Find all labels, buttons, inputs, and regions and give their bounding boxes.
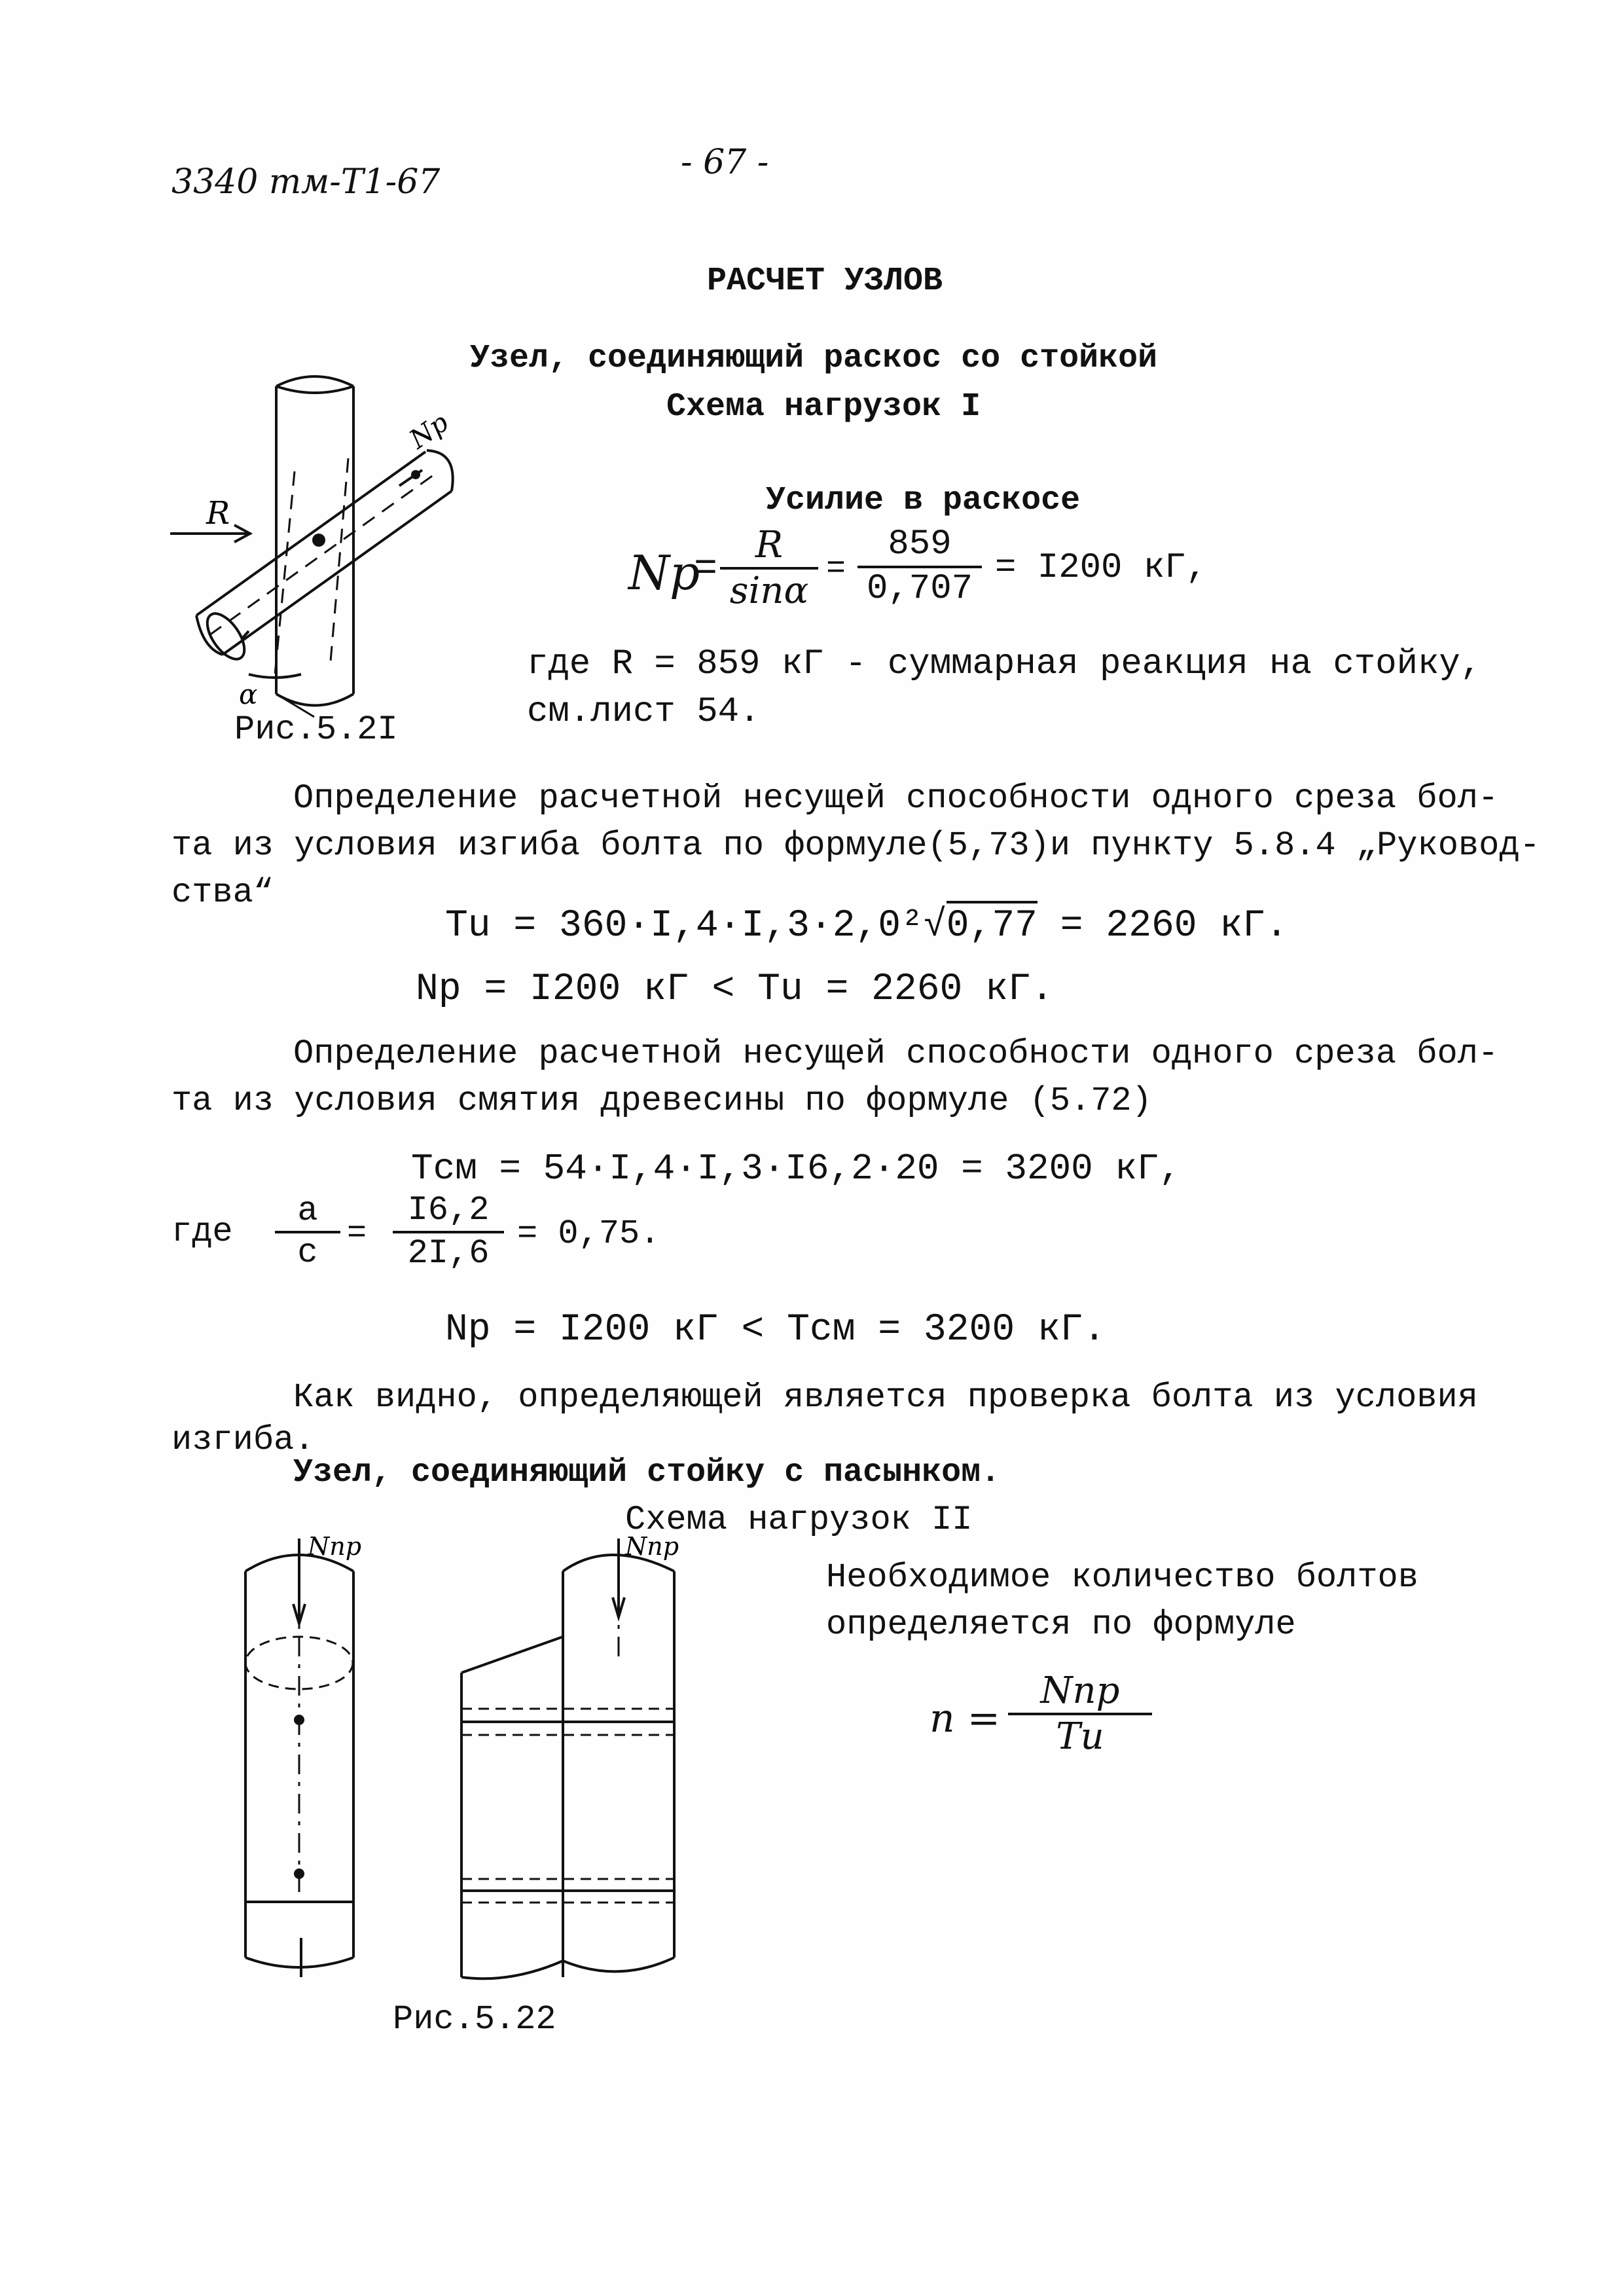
equation-check-crushing: Np = I200 кГ < Тсм = 3200 кГ. (445, 1309, 1106, 1351)
denominator-c: c (297, 1233, 318, 1272)
section2-scheme: Схема нагрузок II (625, 1501, 973, 1539)
numerator-162: I6,2 (393, 1190, 504, 1233)
numerator-a: a (275, 1192, 340, 1233)
section2-text-line-1: Необходимое количество болтов (826, 1558, 1418, 1597)
force-r-label: R (206, 495, 230, 532)
figure-5-21-diagram (164, 367, 530, 720)
equation-bending-main: Tu = 360·I,4·I,3·2,0² (445, 905, 924, 947)
paragraph-3-line-2: изгиба. (171, 1421, 315, 1459)
equation-crushing-capacity: Тсм = 54·I,4·I,3·I6,2·20 = 3200 кГ, (411, 1148, 1182, 1190)
document-code: 3340 тм-Т1-67 (171, 162, 441, 202)
numerator-npr: Nпр (1008, 1669, 1152, 1715)
angle-label: α (239, 678, 258, 710)
equation-bending-capacity (445, 903, 1288, 949)
where-line-1: где R = 859 кГ - суммарная реакция на стойку, (527, 644, 1482, 684)
equals-sign: = (694, 547, 718, 592)
fraction-r-over-sin (720, 524, 818, 613)
sqrt-sign: √ (923, 905, 947, 947)
denominator-0707: 0,707 (866, 569, 973, 609)
paragraph-2-line-2: та из условия смятия древесины по формуле (5.72) (171, 1082, 1152, 1120)
fraction-a-over-c (275, 1192, 340, 1273)
where-line-2: см.лист 54. (527, 692, 761, 732)
numerator-r: R (720, 524, 818, 570)
paragraph-1-line-1: Определение расчетной несущей способности одного среза бол- (293, 779, 1499, 818)
fraction-npr-over-tu (1008, 1669, 1152, 1758)
numerator-859: 859 (857, 524, 982, 568)
section2-heading: Узел, соединяющий стойку с пасынком. (293, 1454, 1001, 1491)
figure-5-21-caption: Рис.5.2I (234, 710, 398, 749)
equation-bending-result: = 2260 кГ. (1060, 905, 1288, 947)
figure-right-force-label: Nпр (625, 1532, 679, 1561)
fraction-859-over-0707 (857, 524, 982, 610)
figure-5-22-caption: Рис.5.22 (393, 2000, 556, 2039)
ratio-result: = 0,75. (517, 1214, 660, 1253)
formula-result: = I200 кГ, (995, 548, 1208, 588)
page-number: - 67 - (681, 143, 769, 182)
force-heading: Усилие в раскосе (766, 482, 1081, 519)
force-np-label: Np (404, 407, 454, 455)
equals-sign: = (347, 1215, 367, 1252)
page-title: РАСЧЕТ УЗЛОВ (707, 263, 943, 300)
figure-5-22-diagram (196, 1532, 720, 1990)
paragraph-1-line-2: та из условия изгиба болта по формуле(5,73)и пункту 5.8.4 „Руковод- (171, 826, 1540, 865)
where-label: где (171, 1212, 233, 1251)
bolt-count-lhs: n = (929, 1696, 1000, 1741)
np-symbol: Np (628, 545, 700, 600)
denominator-216: 2I,6 (407, 1234, 490, 1273)
denominator-tu: Tu (1056, 1715, 1104, 1758)
denominator-sin: sinα (729, 570, 809, 612)
fraction-162-over-216 (393, 1190, 504, 1274)
equation-check-bending: Np = I200 кГ < Tu = 2260 кГ. (416, 968, 1054, 1011)
section2-text-line-2: определяется по формуле (826, 1605, 1296, 1644)
paragraph-1-line-3: ства“ (171, 873, 274, 912)
figure-left-force-label: Nпр (308, 1532, 362, 1561)
sqrt-argument: 0,77 (947, 901, 1038, 947)
section1-scheme: Схема нагрузок I (666, 388, 981, 426)
equals-sign: = (826, 551, 846, 588)
section1-heading: Узел, соединяющий раскос со стойкой (470, 340, 1158, 377)
paragraph-2-line-1: Определение расчетной несущей способности одного среза бол- (293, 1034, 1499, 1073)
paragraph-3-line-1: Как видно, определяющей является проверка болта из условия (293, 1378, 1478, 1417)
